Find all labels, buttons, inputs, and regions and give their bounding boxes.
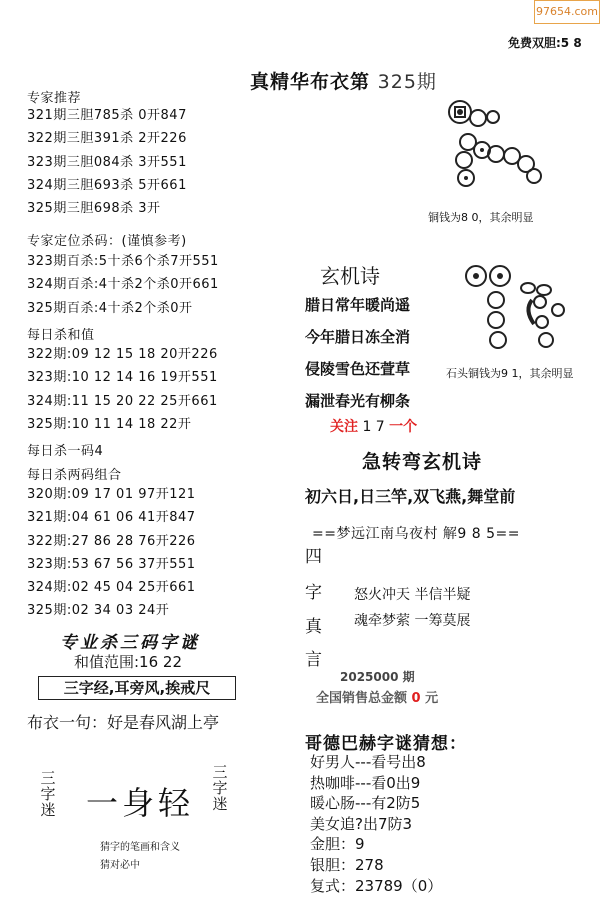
hint-line-1: 猜字的笔画和含义 bbox=[100, 842, 180, 853]
poem-line: 腊日常年暖尚遥 bbox=[305, 296, 411, 314]
dream-line: ==梦远江南乌夜村 解9 8 5== bbox=[312, 526, 520, 542]
buyi-line: 布衣一句：好是春风湖上亭 bbox=[27, 713, 220, 732]
expert-heading: 专家推荐 bbox=[27, 91, 82, 106]
site-watermark: 97654.com bbox=[534, 0, 600, 24]
list-item: 325期:10 11 14 18 22开 bbox=[27, 416, 192, 432]
list-item: 323期:10 12 14 16 19开551 bbox=[27, 370, 218, 386]
list-item: 323期:53 67 56 37开551 bbox=[27, 556, 196, 572]
four-words-char: 字 bbox=[305, 583, 322, 603]
list-item: 321期三胆785杀 0开847 bbox=[27, 108, 187, 123]
list-item: 322期:27 86 28 76开226 bbox=[27, 533, 196, 549]
list-item: 金胆：9 bbox=[310, 835, 365, 854]
sales-unit: 元 bbox=[425, 691, 439, 706]
goedel-heading: 哥德巴赫字谜猜想： bbox=[305, 734, 467, 754]
poem-line: 漏泄春光有柳条 bbox=[305, 392, 411, 410]
list-item: 322期三胆391杀 2开226 bbox=[27, 131, 187, 147]
poem-title: 玄机诗 bbox=[320, 264, 380, 288]
list-item: 324期百杀:4十杀2个杀0开661 bbox=[27, 277, 219, 293]
left-vertical-label: 三字迷 bbox=[40, 769, 56, 819]
sales-line bbox=[316, 687, 438, 706]
list-item: 325期三胆698杀 3开 bbox=[27, 201, 161, 217]
follow-line bbox=[330, 416, 417, 436]
list-item: 美女追?出7防3 bbox=[310, 814, 413, 833]
daily-sum-list bbox=[27, 343, 218, 436]
poem-line: 侵陵雪色还萱草 bbox=[305, 360, 411, 378]
four-words-line-1: 怒火冲天 半信半疑 bbox=[354, 587, 471, 603]
list-item: 325期百杀:4十杀2个杀0开 bbox=[27, 300, 193, 316]
kill-one-label: 每日杀一码4 bbox=[27, 444, 104, 459]
daily-sum-heading: 每日杀和值 bbox=[27, 328, 95, 343]
list-item: 324期三胆693杀 5开661 bbox=[27, 177, 187, 193]
sales-issue: 2025000 期 bbox=[340, 670, 415, 684]
position-kill-list bbox=[27, 250, 219, 320]
list-item: 325期:02 34 03 24开 bbox=[27, 603, 170, 619]
goedel-list bbox=[310, 752, 442, 896]
list-item: 好男人---看号出8 bbox=[310, 753, 426, 771]
coin-graph-2 bbox=[458, 262, 578, 362]
hint-line-2: 猜对必中 bbox=[100, 860, 140, 871]
two-combo-list bbox=[27, 483, 196, 623]
list-item: 320期:09 17 01 97开121 bbox=[27, 487, 196, 502]
coin-caption-1: 铜钱为8 0，其余明显 bbox=[428, 211, 534, 224]
list-item: 324期:11 15 20 22 25开661 bbox=[27, 393, 218, 409]
coin-graph-1 bbox=[440, 92, 550, 200]
turn-poem-line: 初六日,日三竿,双飞燕,舞堂前 bbox=[305, 487, 516, 506]
list-item: 323期百杀:5十杀6个杀7开551 bbox=[27, 254, 219, 269]
poem-line: 今年腊日冻全消 bbox=[305, 328, 411, 346]
title-name: 真精华布衣第 bbox=[250, 71, 371, 93]
two-combo-heading: 每日杀两码组合 bbox=[27, 468, 122, 483]
list-item: 复式：23789（0） bbox=[310, 876, 443, 895]
list-item: 324期:02 45 04 25开661 bbox=[27, 580, 196, 596]
four-words-char: 四 bbox=[305, 547, 322, 567]
boxed-riddle: 三字经,耳旁风,挨戒尺 bbox=[38, 676, 236, 700]
position-kill-heading: 专家定位杀码：(谨慎参考) bbox=[27, 234, 187, 249]
follow-label: 关注 bbox=[330, 419, 358, 435]
list-item: 暖心肠---有2防5 bbox=[310, 794, 421, 813]
four-words-line-2: 魂牵梦萦 一筹莫展 bbox=[354, 613, 471, 629]
sales-amount: 0 bbox=[411, 691, 421, 706]
four-words-char: 真 bbox=[305, 617, 322, 637]
free-double-label: 免费双胆:5 8 bbox=[508, 36, 582, 50]
expert-list bbox=[27, 104, 187, 220]
list-item: 323期三胆084杀 3开551 bbox=[27, 154, 187, 170]
riddle-big-text: 一身轻 bbox=[86, 784, 195, 822]
page-title bbox=[250, 67, 437, 94]
list-item: 322期:09 12 15 18 20开226 bbox=[27, 347, 218, 362]
sales-label: 全国销售总金额 bbox=[316, 691, 408, 706]
coin-caption-2: 石头铜钱为9 1，其余明显 bbox=[446, 367, 574, 380]
title-issue: 325期 bbox=[377, 71, 437, 93]
riddle-heading: 专业杀三码字谜 bbox=[60, 633, 200, 653]
list-item: 321期:04 61 06 41开847 bbox=[27, 510, 196, 526]
follow-tail: 一个 bbox=[389, 419, 418, 435]
list-item: 银胆：278 bbox=[310, 855, 384, 874]
follow-numbers: 1 7 bbox=[362, 419, 385, 435]
sum-range: 和值范围:16 22 bbox=[74, 653, 182, 671]
list-item: 热咖啡---看0出9 bbox=[310, 773, 421, 792]
right-vertical-label: 三字迷 bbox=[212, 763, 228, 813]
four-words-char: 言 bbox=[305, 650, 322, 670]
turn-poem-title: 急转弯玄机诗 bbox=[362, 451, 483, 473]
